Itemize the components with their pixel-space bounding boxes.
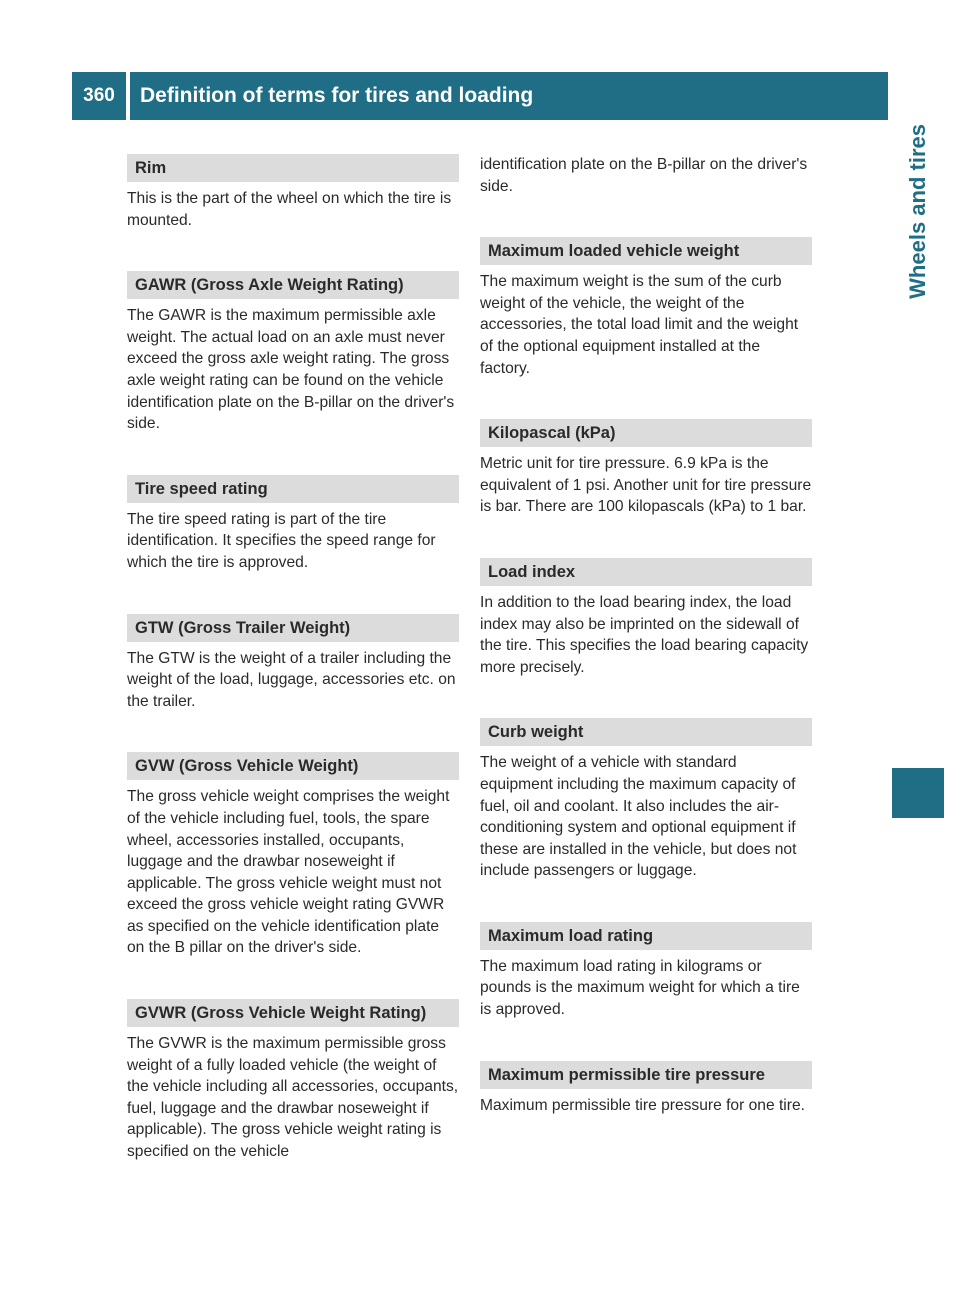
page-title: Definition of terms for tires and loading	[130, 72, 888, 120]
section-body: Maximum permissible tire pressure for one tire.	[480, 1096, 805, 1114]
section-maximum-load-rating	[480, 922, 812, 1021]
section-body: The GTW is the weight of a trailer including the weight of the load, luggage, accessories etc. on the trailer.	[127, 649, 456, 710]
section-kilopascal	[480, 419, 812, 518]
section-body: This is the part of the wheel on which the tire is mounted.	[127, 190, 452, 229]
section-body: In addition to the load bearing index, the load index may also be imprinted on the sidewall of the tire. This specifies the load bearing capacity more precisely.	[480, 593, 809, 676]
page-number: 360	[72, 72, 126, 120]
right-column	[480, 154, 812, 1156]
section-heading: Tire speed rating	[127, 475, 459, 503]
section-tire-speed-rating	[127, 475, 459, 574]
section-heading: Maximum load rating	[480, 922, 812, 950]
section-body: The maximum load rating in kilograms or pounds is the maximum weight for which a tire is approved.	[480, 957, 800, 1019]
continued-text: identification plate on the B-pillar on the driver's side.	[480, 156, 808, 195]
section-body: The GAWR is the maximum permissible axle weight. The actual load on an axle must never exceed the gross axle weight rating. The gross axle weight rating can be found on the vehicle identification plate on the B-pillar on the driver's side.	[127, 307, 455, 433]
section-heading: GVW (Gross Vehicle Weight)	[127, 752, 459, 780]
section-body: The tire speed rating is part of the tire identification. It specifies the speed range for which the tire is approved.	[127, 510, 436, 571]
section-heading: GTW (Gross Trailer Weight)	[127, 614, 459, 642]
section-heading: Rim	[127, 154, 459, 182]
section-maximum-permissible-tire-pressure	[480, 1061, 812, 1117]
section-load-index	[480, 558, 812, 678]
section-heading: Load index	[480, 558, 812, 586]
section-body: The GVWR is the maximum permissible gross weight of a fully loaded vehicle (the weight of the vehicle including all accessories, occupants, fuel, luggage and the drawbar noseweight if applicable). The gross vehicle weight rating is specified on the vehicle	[127, 1035, 459, 1161]
section-heading: Maximum loaded vehicle weight	[480, 237, 812, 265]
section-curb-weight	[480, 718, 812, 882]
section-heading: GAWR (Gross Axle Weight Rating)	[127, 271, 459, 299]
section-heading: Curb weight	[480, 718, 812, 746]
chapter-side-tab	[892, 124, 944, 764]
section-body: The weight of a vehicle with standard equipment including the maximum capacity of fuel, oil and coolant. It also includes the air-conditioning system and optional equipment if these are installed in the vehicle, but does not include passengers or luggage.	[480, 754, 797, 880]
section-heading: Maximum permissible tire pressure	[480, 1061, 812, 1089]
left-column	[127, 154, 459, 1203]
section-body: The maximum weight is the sum of the curb weight of the vehicle, the weight of the accessories, the total load limit and the weight of the optional equipment installed at the factory.	[480, 273, 799, 377]
section-heading: Kilopascal (kPa)	[480, 419, 812, 447]
chapter-side-tab-marker	[892, 768, 944, 818]
section-rim	[127, 154, 459, 231]
section-maximum-loaded-vehicle-weight	[480, 237, 812, 379]
section-gvwr	[127, 999, 459, 1163]
section-body: The gross vehicle weight comprises the weight of the vehicle including fuel, tools, the spare wheel, accessories installed, occupants, luggage and the drawbar noseweight if applicable. The gross vehicle weight must not exceed the gross vehicle weight rating GVWR as specified on the vehicle identification plate on the B pillar on the driver's side.	[127, 788, 450, 957]
section-heading: GVWR (Gross Vehicle Weight Rating)	[127, 999, 459, 1027]
chapter-side-tab-label: Wheels and tires	[905, 124, 930, 299]
section-gtw	[127, 614, 459, 713]
section-gawr	[127, 271, 459, 435]
section-gvw	[127, 752, 459, 959]
section-body: Metric unit for tire pressure. 6.9 kPa is the equivalent of 1 psi. Another unit for tire pressure is bar. There are 100 kilopascals (kPa) to 1 bar.	[480, 455, 812, 516]
